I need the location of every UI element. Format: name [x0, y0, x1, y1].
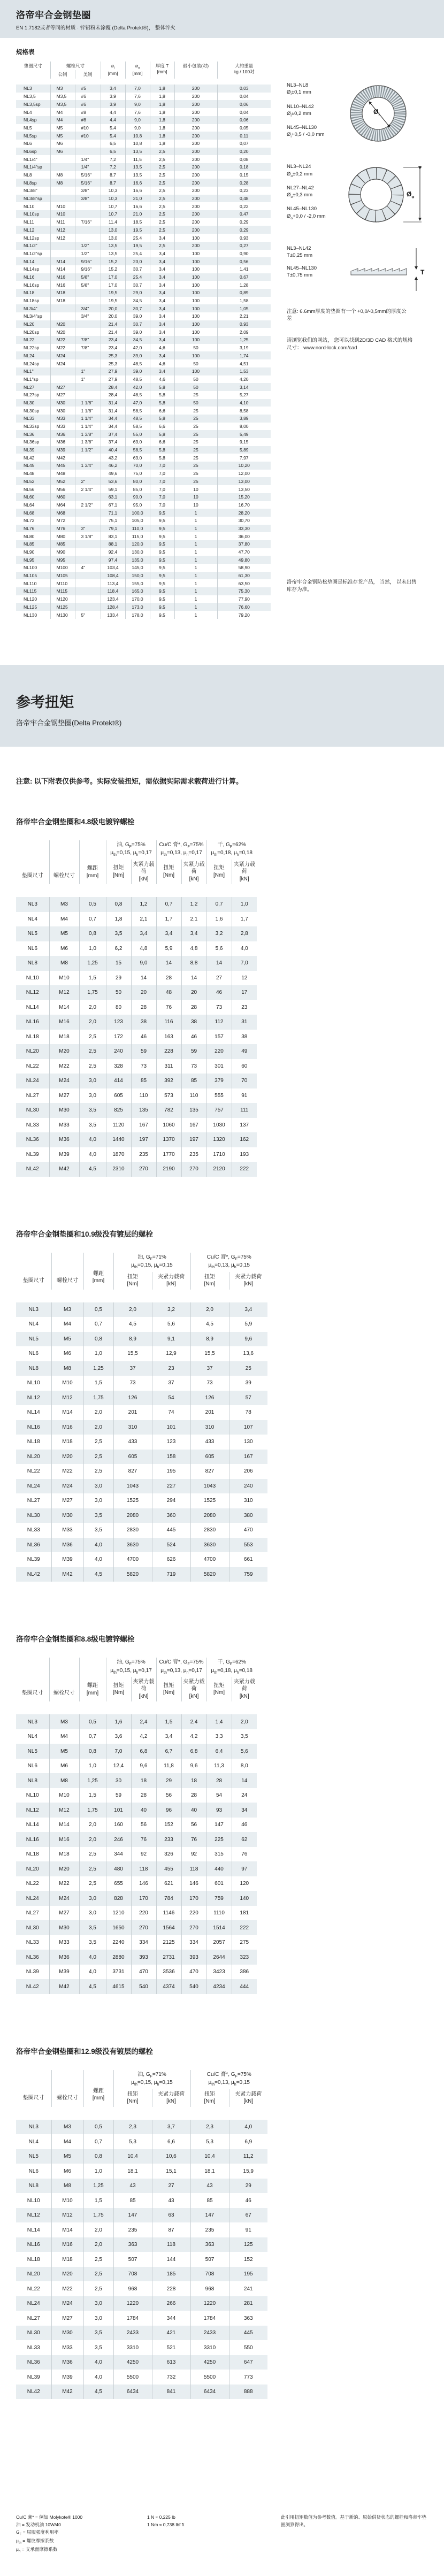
table-row: NL36 M36 4,0 1440 197 1370 197 1320 162 [16, 1132, 257, 1147]
group-header-cuc-paste: Cu/C 膏*, $G_F=75\%$ $\mu_{th}=0,13$, $\mu_h=0,17$ [156, 1658, 206, 1677]
table-row: NL24 M24 3,0 414 85 392 85 379 70 [16, 1074, 257, 1088]
col-header-outer-diameter: $ø_o$ [mm] [125, 62, 150, 82]
table-row: NL18 M18 2,5 172 46 163 46 157 38 [16, 1030, 257, 1045]
table-row: NL3/8" 3/8" 10,3 16,6 2,5 200 0,23 [16, 187, 271, 195]
table-row: NL42 M42 4,5 6434 841 6434 888 [16, 2385, 267, 2399]
col-header-washer-size: 垫圈尺寸 [16, 1658, 49, 1708]
table-row: NL1/2" 1/2" 13,5 19,5 2,5 200 0,27 [16, 242, 271, 250]
table-row: NL36 M36 4,0 2880 393 2731 393 2644 323 [16, 1950, 257, 1965]
table-row: NL27 M27 3,0 1784 344 1784 363 [16, 2311, 267, 2326]
table-row: NL16 M16 2,0 363 118 363 125 [16, 2237, 267, 2252]
table-row: NL30 M30 3,5 2080 360 2080 380 [16, 1508, 267, 1523]
col-header-clamp-load: 夹紧力载荷 [kN] [131, 1677, 156, 1708]
table-row: NL16 M16 2,0 310 101 310 107 [16, 1420, 267, 1435]
table-row: NL24 M24 25,3 39,0 3,4 100 1,74 [16, 351, 271, 359]
torque-title: 参考扭矩 [16, 694, 74, 710]
table-row: NL6 M6 1,0 12,4 9,6 11,8 9,6 11,3 8,0 [16, 1759, 257, 1774]
tolerance-note: NL45–NL130 $Ø_o+0,0 / -2,0$ mm [287, 206, 326, 220]
table-row: NL22 M22 2,5 968 228 968 241 [16, 2281, 267, 2296]
table-row: NL30 M30 3,5 1650 270 1564 270 1514 222 [16, 1920, 257, 1935]
spec-table [16, 62, 271, 619]
table-row: NL33sp M33 1 1/4" 34,4 58,5 6,6 25 8,00 [16, 423, 271, 431]
table-row: NL60 M60 63,1 90,0 7,0 10 15,20 [16, 493, 271, 501]
table-row: NL105 M105 108,4 150,0 9,5 1 61,30 [16, 572, 271, 580]
col-header-clamp-load: 夹紧力载荷 [kN] [181, 860, 206, 891]
table-row: NL16 M16 2,0 123 38 116 38 112 31 [16, 1015, 257, 1030]
table-row: NL3/4"sp 3/4" 20,0 39,0 3,4 100 2,21 [16, 312, 271, 320]
group-header-cuc-paste: Cu/C 膏*, $G_F=75\%$ $\mu_{th}=0,13$, $\mu_h=0,15$ [206, 2071, 251, 2087]
table-row: NL42 M42 4,5 2310 270 2190 270 2120 222 [16, 1162, 257, 1177]
table-row: NL22 M22 7/8" 23,4 34,5 3,4 100 1,25 [16, 336, 271, 344]
table-row: NL3 M3 #5 3,4 7,0 1,8 200 0,03 [16, 82, 271, 93]
table-row: NL1" 1" 27,9 39,0 3,4 100 1,53 [16, 367, 271, 375]
table-row: NL18sp M18 19,5 34,5 3,4 100 1,58 [16, 297, 271, 305]
thickness-tolerance-group [287, 245, 434, 295]
tolerance-note: NL3–NL8 $Ø_i\pm 0,1$ mm [287, 82, 311, 97]
col-header-pitch: 螺距 [mm] [83, 2070, 113, 2113]
table-row: NL42 M42 4,5 5820 719 5820 759 [16, 1567, 267, 1582]
table-row: NL12 M12 1,75 147 63 147 67 [16, 2208, 267, 2223]
group-header-dry: 干, $G_F=62\%$ $\mu_{th}=0,18$, $\mu_h=0,18$ [211, 1659, 252, 1675]
table-row: NL18 M18 2,5 344 92 326 92 315 76 [16, 1847, 257, 1862]
group-header-oil: 油, $G_F=75\%$ $\mu_{th}=0,15$, $\mu_h=0,17$ [106, 840, 156, 860]
table-row: NL33 M33 1 1/4" 34,4 48,5 5,8 25 3,89 [16, 415, 271, 423]
col-header-pitch: 螺距 [mm] [79, 840, 106, 891]
table-row: NL85 M85 88,1 120,0 9,5 1 37,80 [16, 540, 271, 548]
group-header-cuc-paste: Cu/C 膏*, $G_F=75\%$ $\mu_{th}=0,13$, $\mu_h=0,15$ [206, 1254, 251, 1270]
col-header-clamp-load: 夹紧力载荷 [kN] [233, 1678, 255, 1699]
torque-banner [0, 665, 444, 747]
table-row: NL27 M27 3,0 1210 220 1146 220 1110 181 [16, 1906, 257, 1921]
col-header-bolt-size: 螺栓尺寸 [51, 1253, 83, 1296]
table-row: NL76 M76 3" 79,1 110,0 9,5 1 33,30 [16, 525, 271, 533]
col-header-bolt-size: 螺栓尺寸 [50, 62, 101, 70]
table-row: NL120 M120 123,4 170,0 9,5 1 77,90 [16, 595, 271, 603]
table-row: NL30 M30 3,5 825 135 782 135 757 111 [16, 1103, 257, 1118]
table-row: NL52 M52 2" 53,6 80,0 7,0 25 13,00 [16, 477, 271, 485]
table-row: NL20 M20 21,4 30,7 3,4 100 0,93 [16, 320, 271, 328]
table-row: NL3 M3 0,5 0,8 1,2 0,7 1,2 0,7 1,0 [16, 891, 257, 912]
table-row: NL4 M4 0,7 3,6 4,2 3,4 4,2 3,3 3,5 [16, 1729, 257, 1744]
spec-sidebar [271, 62, 444, 619]
table-row: NL14 M14 2,0 235 87 235 91 [16, 2222, 267, 2237]
inner-diameter-tolerance-group [287, 82, 434, 147]
torque-table-88-title: 洛帝牢合金钢垫圈和8.8级电镀锌螺栓 [16, 1635, 135, 1644]
table-row: NL10 M10 10,7 16,6 2,5 200 0,22 [16, 202, 271, 210]
table-row: NL8 M8 5/16" 8,7 13,5 2,5 200 0,15 [16, 171, 271, 179]
table-row: NL36 M36 1 3/8" 37,4 55,0 5,8 25 5,49 [16, 430, 271, 438]
torque-table-129 [16, 2070, 267, 2399]
table-row: NL8 M8 1,25 43 27 43 29 [16, 2179, 267, 2194]
washer-serrated-top-view-diagram [347, 82, 410, 147]
table-row: NL14 M14 2,0 201 74 201 78 [16, 1405, 267, 1420]
table-row: NL10sp M10 10,7 21,0 2,5 200 0,47 [16, 210, 271, 218]
col-header-clamp-load: 夹紧力载荷 [kN] [235, 1274, 262, 1287]
col-header-bolt-size: 螺栓尺寸 [51, 2070, 83, 2113]
col-header-clamp-load: 夹紧力载荷 [kN] [181, 1677, 206, 1708]
col-header-bolt-size: 螺栓尺寸 [49, 840, 79, 891]
footnote-unit-conversions: 1 N ≈ 0,225 lb 1 Nm ≈ 0,738 lbf ft [147, 2514, 185, 2527]
table-row: NL24sp M24 25,3 48,5 4,6 50 4,51 [16, 359, 271, 367]
table-row: NL11 M11 7/16" 11,4 18,5 2,5 200 0,29 [16, 218, 271, 226]
table-row: NL48 M48 49,6 75,0 7,0 25 12,00 [16, 470, 271, 478]
col-header-washer-size: 垫圈尺寸 [16, 2070, 51, 2113]
group-header-oil: 油, $G_F=71\%$ $\mu_{th}=0,15$, $\mu_h=0,15$ [113, 1253, 190, 1272]
table-row: NL16 M16 2,0 246 76 233 76 225 62 [16, 1832, 257, 1847]
footnote-definitions: Cu/C 膏* = 例如 Molykote® 1000 油 = 发动机油 10W/40 $G_F$ = 屈服强度利用率 $\mu_{th}$ = 螺纹摩擦系数 $\mu_h$ = 支承面摩擦系数 [16, 2514, 83, 2554]
table-row: NL3 M3 0,5 1,6 2,4 1,5 2,4 1,4 2,0 [16, 1708, 257, 1729]
table-row: NL20sp M20 21,4 39,0 3,4 100 2,09 [16, 328, 271, 336]
table-row: NL4 M4 0,7 5,3 6,6 5,3 6,9 [16, 2134, 267, 2149]
table-row: NL27 M27 3,0 1525 294 1525 310 [16, 1493, 267, 1508]
torque-subtitle: 洛帝牢合金钢垫圈(Delta Protekt®) [16, 718, 122, 727]
table-row: NL8 M8 1,25 37 23 37 25 [16, 1361, 267, 1376]
col-header-inner-diameter: $ø_i$ [mm] [101, 62, 125, 82]
table-row: NL5 M5 0,8 10,4 10,6 10,4 11,2 [16, 2149, 267, 2164]
col-header-torque: 扭矩 [Nm] [113, 1272, 152, 1296]
table-row: NL12 M12 13,0 19,5 2,5 200 0,29 [16, 226, 271, 234]
torque-table-109 [16, 1253, 267, 1582]
table-row: NL3/8"sp 3/8" 10,3 21,0 2,5 200 0,48 [16, 195, 271, 203]
table-row: NL20 M20 2,5 480 118 455 118 440 97 [16, 1861, 257, 1876]
col-header-clamp-load: 夹紧力载荷 [kN] [131, 860, 156, 891]
table-row: NL80 M80 3 1/8" 83,1 115,0 9,5 1 36,00 [16, 532, 271, 540]
torque-table-129-title: 洛帝牢合金钢垫圈和12.9级没有镀层的螺栓 [16, 2047, 153, 2056]
table-row: NL27 M27 3,0 605 110 573 110 555 91 [16, 1088, 257, 1103]
col-header-bolt-size: 螺栓尺寸 [49, 1658, 79, 1708]
table-row: NL22 M22 2,5 827 195 827 206 [16, 1464, 267, 1479]
table-row: NL24 M24 3,0 828 170 784 170 759 140 [16, 1891, 257, 1906]
table-row: NL1/4" 1/4" 7,2 11,5 2,5 200 0,08 [16, 155, 271, 163]
table-row: NL20 M20 2,5 708 185 708 195 [16, 2267, 267, 2282]
table-row: NL72 M72 75,1 105,0 9,5 1 30,70 [16, 517, 271, 525]
table-row: NL39 M39 1 1/2" 40,4 58,5 5,8 25 5,89 [16, 446, 271, 454]
tolerance-note: NL45–NL130 $Ø_i+0,5 / -0,0$ mm [287, 125, 325, 139]
table-row: NL16 M16 5/8" 17,0 25,4 3,4 100 0,67 [16, 273, 271, 281]
table-row: NL8 M8 1,25 15 9,0 14 8,8 14 7,0 [16, 956, 257, 971]
table-row: NL14sp M14 9/16" 15,2 30,7 3,4 100 1,41 [16, 265, 271, 273]
footnotes [16, 2514, 428, 2576]
table-row: NL18 M18 19,5 29,0 3,4 100 0,89 [16, 289, 271, 297]
table-row: NL22 M22 2,5 328 73 311 73 301 60 [16, 1059, 257, 1074]
group-header-dry: 干, $G_F=62\%$ $\mu_{th}=0,18$, $\mu_h=0,18$ [211, 841, 252, 857]
outer-diameter-tolerance-group [287, 163, 434, 228]
table-row: NL115 M115 118,4 165,0 9,5 1 75,30 [16, 587, 271, 595]
table-row: NL12 M12 1,75 126 54 126 57 [16, 1391, 267, 1406]
torque-table-48 [16, 840, 257, 1177]
col-header-torque: 扭矩 [Nm] [190, 2089, 229, 2113]
col-header-weight: 大约重量 kg / 100对 [233, 63, 255, 75]
table-row: NL39 M39 4,0 3731 470 3536 470 3423 386 [16, 1965, 257, 1980]
tolerance-note: NL27–NL42 $Ø_o\pm 0,3$ mm [287, 185, 314, 199]
table-row: NL6 M6 1,0 18,1 15,1 18,1 15,9 [16, 2164, 267, 2179]
table-row: NL18 M18 2,5 507 144 507 152 [16, 2252, 267, 2267]
table-row: NL39 M39 4,0 4700 626 4700 661 [16, 1552, 267, 1567]
table-row: NL90 M90 92,4 130,0 9,5 1 47,70 [16, 548, 271, 556]
col-header-pitch: 螺距 [mm] [79, 1658, 106, 1708]
table-row: NL27sp M27 28,4 48,5 5,8 25 5,27 [16, 391, 271, 399]
col-header-min-package: 最小包装(对) [174, 62, 217, 82]
table-row: NL10 M10 1,5 85 43 85 46 [16, 2193, 267, 2208]
table-row: NL30 M30 3,5 2433 421 2433 445 [16, 2326, 267, 2341]
table-row: NL6 M6 1,0 15,5 12,9 15,5 13,6 [16, 1346, 267, 1361]
table-row: NL33 M33 3,5 3310 521 3310 550 [16, 2340, 267, 2355]
inner-diameter-label: $Ø_i$ [373, 108, 380, 117]
table-row: NL5sp M5 #10 5,4 10,8 1,8 200 0,11 [16, 132, 271, 140]
table-row: NL1/2"sp 1/2" 13,5 25,4 3,4 100 0,90 [16, 250, 271, 258]
torque-table-109-title: 洛帝牢合金钢垫圈和10.9级没有镀层的螺栓 [16, 1230, 153, 1238]
table-row: NL5 M5 0,8 7,0 6,8 6,7 6,8 6,4 5,6 [16, 1744, 257, 1759]
col-header-clamp-load: 夹紧力载荷 [kN] [235, 2091, 262, 2105]
group-header-oil: 油, $G_F=75\%$ $\mu_{th}=0,15$, $\mu_h=0,17$ [106, 1658, 156, 1677]
page-subtitle: EN 1.7182或者等同的材质 · 锌铝粉末涂覆 (Delta Protekt®)， 整体淬火 [16, 25, 175, 31]
spec-section [0, 62, 444, 619]
table-row: NL130 M130 5" 133,4 178,0 9,5 1 79,20 [16, 611, 271, 619]
table-row: NL14 M14 9/16" 15,2 23,0 3,4 100 0,56 [16, 257, 271, 265]
group-header-oil: 油, $G_F=71\%$ $\mu_{th}=0,15$, $\mu_h=0,15$ [113, 2070, 190, 2089]
table-row: NL64 M64 2 1/2" 67,1 95,0 7,0 10 16,70 [16, 501, 271, 509]
table-row: NL24 M24 3,0 1043 227 1043 240 [16, 1479, 267, 1494]
table-row: NL4 M4 0,7 1,8 2,1 1,7 2,1 1,6 1,7 [16, 912, 257, 927]
table-row: NL42 M42 4,5 4615 540 4374 540 4234 444 [16, 1979, 257, 1994]
col-header-us: 美制 [75, 70, 101, 82]
outer-diameter-label: $Ø_o$ [407, 190, 415, 200]
table-row: NL12 M12 1,75 101 40 96 40 93 34 [16, 1803, 257, 1818]
footnote-disclaimer: 此引用扭矩数值为参考数值。基于新的、原始供货状态的螺栓和洛帝牢垫圈测算得出。 [281, 2514, 427, 2527]
table-row: NL3,5 M3,5 #6 3,9 7,6 1,8 200 0,04 [16, 93, 271, 101]
col-header-torque: 扭矩 [Nm] [206, 860, 232, 891]
table-row: NL33 M33 3,5 2240 334 2125 334 2057 275 [16, 1935, 257, 1950]
table-row: NL3/4" 3/4" 20,0 30,7 3,4 100 1,05 [16, 304, 271, 312]
table-row: NL8sp M8 5/16" 8,7 16,6 2,5 200 0,28 [16, 179, 271, 187]
table-row: NL5 M5 0,8 3,5 3,4 3,4 3,4 3,2 2,8 [16, 926, 257, 941]
table-row: NL8 M8 1,25 30 18 29 18 28 14 [16, 1773, 257, 1788]
washer-cam-top-view-diagram [347, 163, 427, 228]
table-row: NL6sp M6 6,5 13,5 2,5 200 0,20 [16, 148, 271, 156]
table-row: NL36 M36 4,0 4250 613 4250 647 [16, 2355, 267, 2370]
cad-website-note: 请浏览我们的网站， 您可以找到2D/3D CAD 格式的规格尺寸： www.nord-lock.com/cad [287, 338, 413, 351]
table-row: NL1/4"sp 1/4" 7,2 13,5 2,5 200 0,18 [16, 163, 271, 171]
col-header-torque: 扭矩 [Nm] [206, 1677, 232, 1708]
table-row: NL30sp M30 1 1/8" 31,4 58,5 6,6 25 8,58 [16, 407, 271, 415]
torque-disclaimer-note: 注意: 以下附表仅供参考。实际安装扭矩，需依据实际需求载荷进行计算。 [16, 777, 243, 785]
torque-table-88 [16, 1658, 257, 1994]
col-header-clamp-load: 夹紧力载荷 [kN] [152, 1272, 190, 1296]
washer-profile-diagram [347, 245, 427, 295]
tolerance-note: NL3–NL42 T±0,25 mm [287, 245, 312, 258]
table-row: NL4 M4 #8 4,4 7,6 1,8 200 0,04 [16, 108, 271, 116]
col-header-torque: 扭矩 [Nm] [113, 2089, 152, 2113]
tolerance-note: NL3–NL24 $Ø_o\pm 0,2$ mm [287, 164, 312, 178]
table-row: NL42 M42 43,2 63,0 5,8 25 7,97 [16, 454, 271, 462]
col-header-torque: 扭矩 [Nm] [106, 860, 131, 891]
table-row: NL16sp M16 5/8" 17,0 30,7 3,4 100 1,28 [16, 281, 271, 289]
col-header-torque: 扭矩 [Nm] [106, 1677, 131, 1708]
table-row: NL30 M30 1 1/8" 31,4 47,0 5,8 50 4,10 [16, 399, 271, 407]
table-row: NL12 M12 1,75 50 20 48 20 46 17 [16, 985, 257, 1000]
col-header-clamp-load: 夹紧力载荷 [kN] [152, 2089, 190, 2113]
col-header-thickness: 厚度 T [mm] [150, 62, 174, 82]
table-row: NL56 M56 2 1/4" 59,1 85,0 7,0 10 13,50 [16, 485, 271, 493]
thickness-label: T [420, 268, 425, 276]
table-row: NL3,5sp M3,5 #6 3,9 9,0 1,8 200 0,06 [16, 100, 271, 108]
col-header-torque: 扭矩 [Nm] [156, 1677, 181, 1708]
group-header-cuc-paste: Cu/C 膏*, $G_F=75\%$ $\mu_{th}=0,13$, $\mu_h=0,17$ [156, 840, 206, 860]
table-row: NL14 M14 2,0 160 56 152 56 147 46 [16, 1818, 257, 1833]
tolerance-note: NL10–NL42 $Ø_i\pm 0,2$ mm [287, 103, 314, 118]
table-row: NL4sp M4 #8 4,4 9,0 1,8 200 0,06 [16, 116, 271, 124]
table-row: NL68 M68 71,1 100,0 9,5 1 28,20 [16, 509, 271, 517]
table-row: NL3 M3 0,5 2,0 3,2 2,0 3,4 [16, 1296, 267, 1317]
table-row: NL33 M33 3,5 1120 167 1060 167 1030 137 [16, 1118, 257, 1133]
table-row: NL27 M27 28,4 42,0 5,8 50 3,14 [16, 383, 271, 391]
tolerance-note: NL45–NL130 T±0,75 mm [287, 265, 317, 279]
table-row: NL36 M36 4,0 3630 524 3630 553 [16, 1538, 267, 1553]
table-row: NL14 M14 2,0 80 28 76 28 73 23 [16, 1000, 257, 1015]
table-row: NL20 M20 2,5 240 59 228 59 220 49 [16, 1044, 257, 1059]
table-row: NL10 M10 1,5 73 37 73 39 [16, 1376, 267, 1391]
table-row: NL33 M33 3,5 2830 445 2830 470 [16, 1523, 267, 1538]
stock-availability-note: 洛帝牢合金钢防松垫圈是标准存货产品， 当然， 以未出售库存为准。 [287, 579, 417, 593]
table-row: NL1"sp 1" 27,9 48,5 4,6 50 4,20 [16, 375, 271, 384]
col-header-torque: 扭矩 [Nm] [156, 860, 181, 891]
col-header-washer-size: 垫圈尺寸 [16, 62, 50, 82]
col-header-pitch: 螺距 [mm] [83, 1253, 113, 1296]
col-header-clamp-load: 夹紧力载荷 [kN] [233, 861, 255, 882]
col-header-metric: 公制 [50, 70, 75, 82]
table-row: NL5 M5 0,8 8,9 9,1 8,9 9,6 [16, 1332, 267, 1347]
table-row: NL110 M110 113,4 155,0 9,5 1 63,50 [16, 579, 271, 587]
table-row: NL95 M95 97,4 135,0 9,5 1 49,80 [16, 556, 271, 564]
table-row: NL10 M10 1,5 59 28 56 28 54 24 [16, 1788, 257, 1803]
table-row: NL4 M4 0,7 4,5 5,6 4,5 5,9 [16, 1317, 267, 1332]
table-row: NL18 M18 2,5 433 123 433 130 [16, 1435, 267, 1450]
col-header-washer-size: 垫圈尺寸 [16, 840, 49, 891]
table-row: NL22 M22 2,5 655 146 621 146 601 120 [16, 1876, 257, 1891]
table-row: NL20 M20 2,5 605 158 605 167 [16, 1450, 267, 1465]
table-row: NL100 M100 4" 103,4 145,0 9,5 1 58,90 [16, 564, 271, 572]
table-row: NL36sp M36 1 3/8" 37,4 63,0 6,6 25 9,15 [16, 438, 271, 446]
spec-heading: 规格表 [16, 49, 35, 56]
page-title: 洛帝牢合金钢垫圈 [16, 10, 91, 20]
table-row: NL24 M24 3,0 1220 266 1220 281 [16, 2296, 267, 2311]
table-row: NL39 M39 4,0 1870 235 1770 235 1710 193 [16, 1147, 257, 1162]
table-row: NL125 M125 128,4 173,0 9,5 1 76,60 [16, 603, 271, 611]
torque-table-48-title: 洛帝牢合金钢垫圈和4.8级电镀锌螺栓 [16, 817, 135, 826]
header-banner [0, 0, 444, 38]
table-row: NL22sp M22 7/8" 23,4 42,0 4,6 50 3,19 [16, 344, 271, 352]
table-row: NL3 M3 0,5 2,3 3,7 2,3 4,0 [16, 2113, 267, 2135]
table-row: NL39 M39 4,0 5500 732 5500 773 [16, 2370, 267, 2385]
thickness-tolerance-note: 注意: 6.6mm厚度的垫圈有一个 +0,0/-0,5mm的厚度公差 [287, 308, 407, 322]
table-row: NL6 M6 6,5 10,8 1,8 200 0,07 [16, 140, 271, 148]
col-header-washer-size: 垫圈尺寸 [16, 1253, 51, 1296]
col-header-torque: 扭矩 [Nm] [190, 1272, 229, 1296]
table-row: NL12sp M12 13,0 25,4 3,4 100 0,93 [16, 234, 271, 242]
table-row: NL10 M10 1,5 29 14 28 14 27 12 [16, 971, 257, 986]
table-row: NL5 M5 #10 5,4 9,0 1,8 200 0,05 [16, 124, 271, 132]
table-row: NL45 M45 1 3/4" 46,2 70,0 7,0 25 10,20 [16, 462, 271, 470]
table-row: NL6 M6 1,0 6,2 4,8 5,9 4,8 5,6 4,0 [16, 941, 257, 956]
